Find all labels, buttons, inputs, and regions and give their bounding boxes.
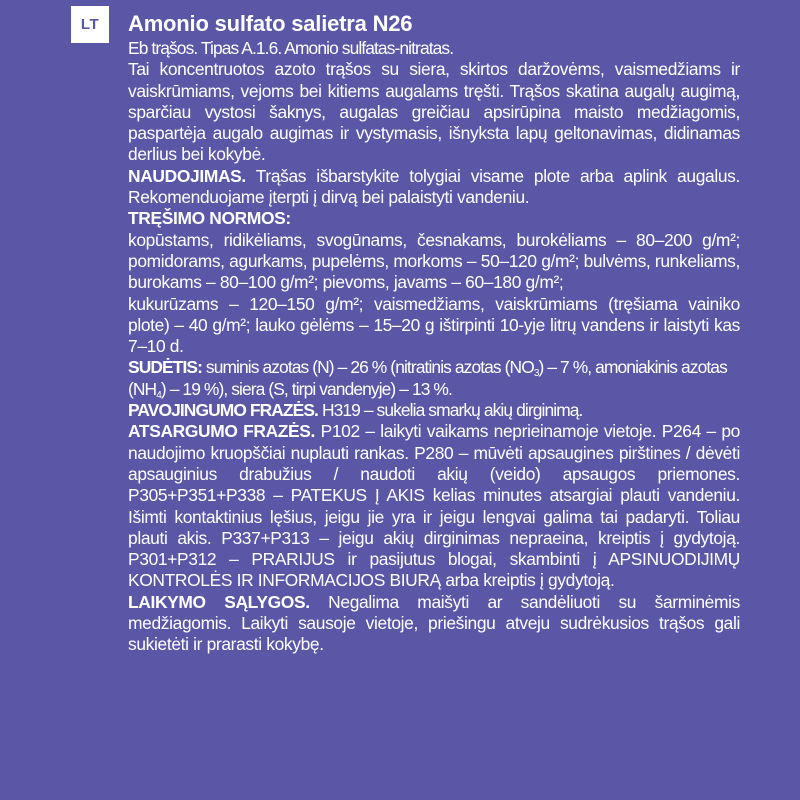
hazard-label: PAVOJINGUMO FRAZĖS.: [128, 400, 318, 421]
composition-subscript-2: 4: [156, 389, 161, 401]
product-label-text: [128, 10, 740, 656]
storage-section: [128, 592, 740, 656]
usage-text: Trąšas išbarstykite tolygiai visame plote arba aplink augalus. Rekomenduojame įterpti į dirvą bei palaistyti vandeniu.: [128, 165, 740, 208]
precaution-text: P102 – laikyti vaikams neprieinamoje vietoje. P264 – po naudojimo kruopščiai nuplauti rankas. P280 – mūvėti apsaugines pirštines / dėvėti apsauginius drabužius / naudoti akių (veido) apsaugos priemones. P305+P351+P338 – PATEKUS Į AKIS kelias minutes atsargiai plauti vandeniu. Išimti kontaktinius lęšius, jeigu jie yra ir jeigu lengvai galima tai padaryti. Toliau plauti akis. P337+P313 – jeigu akių dirginimas nepraeina, kreiptis į gydytoją. P301+P312 – PRARIJUS ir pasijutus blogai, skambinti į APSINUODIJIMŲ KONTROLĖS IR INFORMACIJOS BIURĄ arba kreiptis į gydytoją.: [128, 421, 740, 591]
language-badge: LT: [71, 6, 109, 43]
rates-paragraph-1: kopūstams, ridikėliams, svogūnams, česnakams, burokėliams – 80–200 g/m²; pomidorams, agurkams, pupelėms, morkoms – 50–120 g/m²; bulvėms, runkeliams, burokams – 80–100 g/m²; pievoms, javams – 60–180 g/m²;: [128, 229, 740, 293]
rates-heading: TRĘŠIMO NORMOS:: [128, 208, 291, 229]
storage-label: LAIKYMO SĄLYGOS.: [128, 591, 310, 612]
product-title: Amonio sulfato salietra N26: [128, 11, 413, 36]
storage-text: Negalima maišyti ar sandėliuoti su šarminėmis medžiagomis. Laikyti sausoje vietoje, priešingu atveju sudrėkusios trąšos gali sukietėti ir prarasti kokybę.: [128, 591, 741, 655]
composition-text-3: ) – 19 %), siera (S, tirpi vandenyje) – 13 %.: [160, 378, 452, 399]
composition-subscript-1: 3: [533, 368, 539, 380]
rates-paragraph-2: kukurūzams – 120–150 g/m²; vaismedžiams, vaiskrūmiams (tręšiama vainiko plote) – 40 g/m²; lauko gėlėms – 15–20 g ištirpinti 10-yje litrų vandens ir laistyti kas 7–10 d.: [128, 293, 740, 357]
composition-section: [128, 357, 740, 400]
composition-label: SUDĖTIS:: [128, 357, 202, 378]
usage-label: NAUDOJIMAS.: [128, 165, 246, 186]
precaution-section: [128, 421, 740, 591]
usage-section: [128, 166, 740, 209]
hazard-section: [128, 400, 740, 421]
hazard-text: H319 – sukelia smarkų akių dirginimą.: [321, 400, 583, 421]
product-description: Tai koncentruotos azoto trąšos su siera, skirtos daržovėms, vaismedžiams ir vaiskrūmiams, vejoms bei kitiems augalams tręšti. Trąšos skatina augalų augimą, sparčiau vystosi šaknys, augalas greičiau apsirūpina maisto medžiagomis, paspartėja augalo augimas ir vystymasis, išnyksta lapų geltonavimas, didinamas derlius bei kokybė.: [128, 59, 740, 165]
composition-text-2: ) – 7 %, amoniakinis azotas (NH: [128, 357, 727, 399]
precaution-label: ATSARGUMO FRAZĖS.: [128, 421, 316, 442]
product-subtitle: Eb trąšos. Tipas A.1.6. Amonio sulfatas-nitratas.: [128, 38, 454, 58]
composition-text-1: suminis azotas (N) – 26 % (nitratinis azotas (NO: [205, 357, 534, 378]
